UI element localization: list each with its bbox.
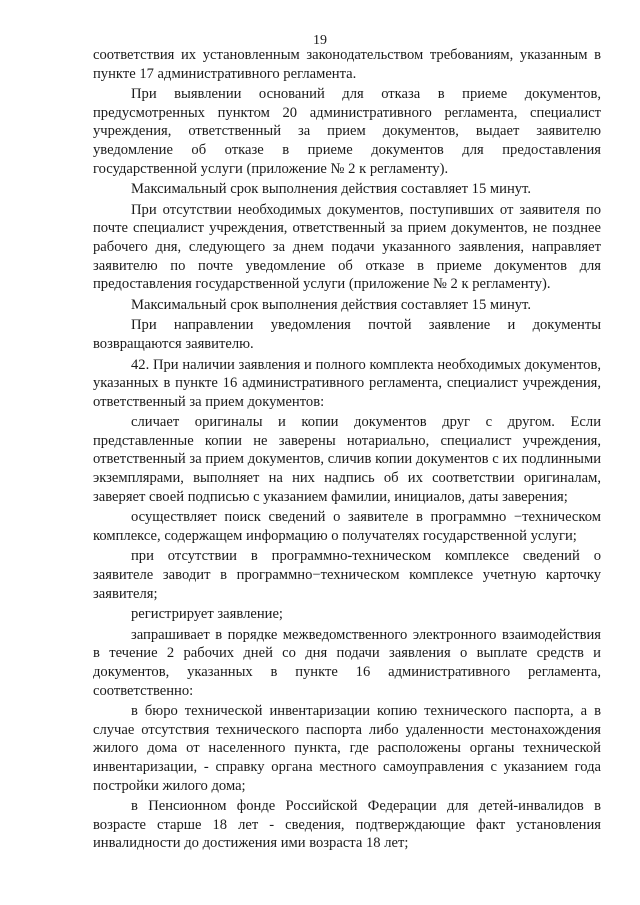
paragraph-search-applicant: осуществляет поиск сведений о заявителе в программно −техническом комплексе, содержащем информацию о получателях государственной услуги; — [93, 509, 601, 544]
paragraph-max-time: Максимальный срок выполнения действия составляет 15 минут. — [131, 296, 531, 313]
paragraph-register: регистрирует заявление; — [131, 606, 283, 623]
paragraph-clause-42: 42. При наличии заявления и полного комплекта необходимых документов, указанных в пункте 16 административного регламента, специалист учреждения, ответственный за прием документов: — [93, 356, 601, 410]
paragraph-request-interagency: запрашивает в порядке межведомственного электронного взаимодействия в течение 2 рабочих дней со дня подачи заявления о выплате средств и документов, указанных в пункте 16 административного регламента, соответственно: — [93, 626, 601, 699]
paragraph-pension-fund: в Пенсионном фонде Российской Федерации для детей-инвалидов в возрасте старше 18 лет - сведения, подтверждающие факт установления инвалидности до достижения ими возраста 18 лет; — [93, 798, 601, 852]
paragraph-refusal-grounds: При выявлении оснований для отказа в приеме документов, предусмотренных пунктом 20 административного регламента, специалист учреждения, ответственный за прием документов, выдает заявителю уведомление об отказе в приеме документов для предоставления государственной услуги (приложение № 2 к регламенту). — [93, 86, 601, 177]
paragraph-bti: в бюро технической инвентаризации копию технического паспорта, а в случае отсутствия технического паспорта либо удаленности местонахождения жилого дома от населенного пункта, где расположены органы технической инвентаризации, - справку органа местного самоуправления с указанием года постройки жилого дома; — [93, 703, 601, 794]
page-number: 19 — [313, 33, 327, 48]
paragraph-create-card: при отсутствии в программно-техническом комплексе сведений о заявителе заводит в программно−техническом комплексе учетную карточку заявителя; — [93, 548, 601, 602]
paragraph-mail-return: При направлении уведомления почтой заявление и документы возвращаются заявителю. — [93, 317, 601, 352]
paragraph-missing-documents: При отсутствии необходимых документов, поступивших от заявителя по почте специалист учреждения, ответственный за прием документов, не позднее рабочего дня, следующего за днем подачи указанного заявления, направляет заявителю по почте уведомление об отказе в приеме документов для предоставления государственной услуги (приложение № 2 к регламенту). — [93, 201, 601, 293]
document-body — [93, 46, 601, 855]
paragraph-max-time: Максимальный срок выполнения действия составляет 15 минут. — [131, 181, 531, 198]
paragraph-continuation: соответствия их установленным законодательством требованиям, указанным в пункте 17 административного регламента. — [93, 47, 601, 82]
paragraph-compare-copies: сличает оригиналы и копии документов друг с другом. Если представленные копии не заверены нотариально, специалист учреждения, ответственный за прием документов, сличив копии документов с их подлинными экземплярами, выполняет на них надпись об их соответствии оригиналам, заверяет своей подписью с указанием фамилии, инициалов, даты заверения; — [93, 414, 601, 505]
